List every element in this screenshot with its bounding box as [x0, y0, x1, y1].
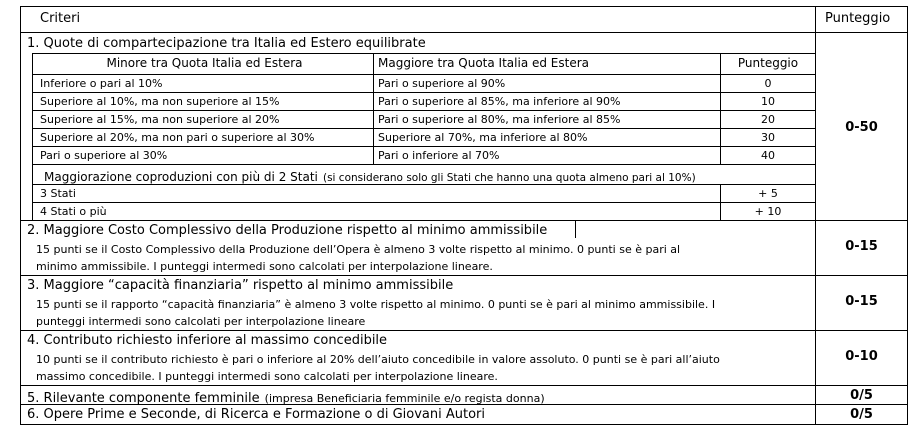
section6-title: 6. Opere Prime e Seconde, di Ricerca e Formazione o di Giovani Autori	[27, 407, 486, 422]
section2-title: 2. Maggiore Costo Complessivo della Produzione rispetto al minimo ammissibile	[27, 223, 548, 238]
col-minore-header: Minore tra Quota Italia ed Estera	[106, 56, 303, 70]
maggiorazione-note: (si considerano solo gli Stati che hanno una quota almeno pari al 10%)	[322, 172, 696, 184]
section4-desc-line2: massimo concedibile. I punteggi intermedi sono calcolati per interpolazione lineare.	[36, 370, 498, 383]
section3-title: 3. Maggiore “capacità finanziaria” rispetto al minimo ammissibile	[27, 278, 454, 293]
quota-minore-cell: Superiore al 10%, ma non superiore al 15%	[40, 95, 280, 108]
section2-desc-line1: 15 punti se il Costo Complessivo della Produzione dell’Opera è almeno 3 volte rispetto al minimo. 0 punti se è pari al	[36, 243, 681, 256]
quota-punti-cell: 0	[764, 77, 772, 90]
section5-heading	[27, 389, 545, 405]
quota-minore-cell: Inferiore o pari al 10%	[40, 77, 163, 90]
section4-score: 0-10	[845, 349, 878, 364]
header-criteri: Criteri	[40, 11, 81, 26]
section3-desc-line2: punteggi intermedi sono calcolati per interpolazione lineare	[36, 315, 366, 328]
quota-minore-cell: Superiore al 20%, ma non pari o superiore al 30%	[40, 131, 315, 144]
section2-desc-line2: minimo ammissibile. I punteggi intermedi sono calcolati per interpolazione lineare.	[36, 260, 493, 273]
quota-maggiore-cell: Superiore al 70%, ma inferiore al 80%	[378, 131, 588, 144]
col-maggiore-header: Maggiore tra Quota Italia ed Estera	[378, 56, 590, 70]
quota-punti-cell: 10	[761, 95, 775, 108]
section3-desc-line1: 15 punti se il rapporto “capacità finanziaria” è almeno 3 volte rispetto al minimo. 0 punti se è pari al minimo ammissibile. I	[36, 298, 716, 311]
col-punteggio-header: Punteggio	[737, 56, 799, 70]
maggiorazione-heading	[44, 168, 696, 184]
quota-maggiore-cell: Pari o superiore al 90%	[378, 77, 506, 90]
maggiorazione-punti: + 10	[754, 205, 782, 218]
section1-title: 1. Quote di compartecipazione tra Italia ed Estero equilibrate	[27, 36, 426, 51]
maggiorazione-punti: + 5	[758, 187, 778, 200]
maggiorazione-label: 3 Stati	[40, 187, 76, 200]
quota-punti-cell: 20	[761, 113, 775, 126]
section2-score: 0-15	[845, 239, 878, 254]
quota-punti-cell: 40	[761, 149, 775, 162]
section4-title: 4. Contributo richiesto inferiore al massimo concedibile	[27, 333, 388, 348]
maggiorazione-label: 4 Stati o più	[40, 205, 107, 218]
section1-score: 0-50	[845, 120, 878, 135]
quota-maggiore-cell: Pari o inferiore al 70%	[378, 149, 500, 162]
section5-title: 5. Rilevante componente femminile	[27, 391, 260, 406]
section6-score: 0/5	[850, 407, 873, 422]
section4-desc-line1: 10 punti se il contributo richiesto è pari o inferiore al 20% dell’aiuto concedibile in valore assoluto. 0 punti se è pari all’aiuto	[36, 353, 720, 366]
quota-minore-cell: Superiore al 15%, ma non superiore al 20%	[40, 113, 280, 126]
header-punteggio: Punteggio	[825, 11, 891, 26]
quota-minore-cell: Pari o superiore al 30%	[40, 149, 168, 162]
quota-maggiore-cell: Pari o superiore al 85%, ma inferiore al 90%	[378, 95, 621, 108]
maggiorazione-title: Maggiorazione coproduzioni con più di 2 Stati	[44, 170, 318, 184]
section5-note: (impresa Beneficiaria femminile e/o regista donna)	[264, 392, 545, 405]
quota-maggiore-cell: Pari o superiore al 80%, ma inferiore al 85%	[378, 113, 621, 126]
section5-score: 0/5	[850, 388, 873, 403]
section3-score: 0-15	[845, 294, 878, 309]
quota-punti-cell: 30	[761, 131, 775, 144]
